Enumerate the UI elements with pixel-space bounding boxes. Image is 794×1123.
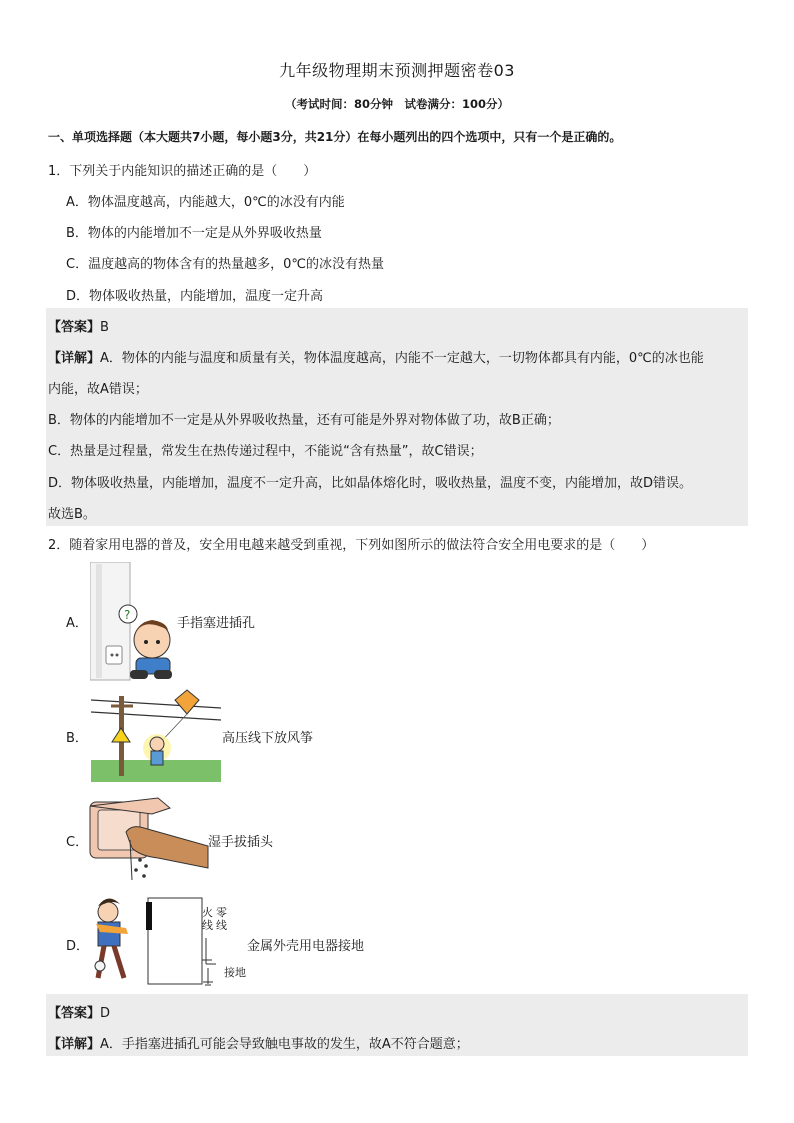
detail-tag: 【详解】: [48, 1037, 101, 1052]
q2-option-d-caption: 金属外壳用电器接地: [247, 939, 365, 954]
answer-tag: 【答案】: [48, 320, 101, 335]
q2-detail-line-1: [48, 1033, 469, 1052]
q1-answer: [48, 316, 109, 335]
q2-option-b-caption: 高压线下放风筝: [222, 731, 314, 746]
answer-tag: 【答案】: [48, 1006, 101, 1021]
ground-label: 接地: [224, 966, 246, 979]
q1-option-c: C．温度越高的物体含有的热量越多，0℃的冰没有热量: [66, 257, 384, 272]
q2-option-b-letter: B．: [66, 731, 88, 746]
section-heading: 一、单项选择题（本大题共7小题，每小题3分，共21分）在每小题列出的四个选项中，只有一个是正确的。: [48, 130, 622, 144]
q2-option-a-caption: 手指塞进插孔: [177, 616, 256, 631]
exam-title: 九年级物理期末预测押题密卷03: [279, 61, 515, 80]
exam-subtitle: （考试时间：80分钟 试卷满分：100分）: [284, 97, 509, 111]
q1-detail-line-3: B．物体的内能增加不一定是从外界吸收热量，还有可能是外界对物体做了功，故B正确；: [48, 413, 560, 428]
q1-option-a: A．物体温度越高，内能越大，0℃的冰没有内能: [66, 195, 345, 210]
q2-option-c-caption: 湿手拔插头: [208, 835, 274, 850]
q1-detail-line-2: 内能，故A错误；: [48, 382, 148, 397]
q1-detail-line-4: C．热量是过程量，常发生在热传递过程中，不能说“含有热量”，故C错误；: [48, 444, 483, 459]
kite-power-line-illustration: [91, 686, 221, 782]
wet-hand-plug-illustration: [88, 796, 210, 880]
q2-option-d-letter: D．: [66, 939, 90, 954]
question-mark: ?: [124, 608, 131, 622]
q2-option-a-letter: A．: [66, 616, 88, 631]
q1-detail-line-1: [48, 347, 704, 366]
q1-detail-line-5: D．物体吸收热量，内能增加，温度不一定升高，比如晶体熔化时，吸收热量，温度不变，内能增加，故D错误。: [48, 476, 693, 491]
q1-option-b: B．物体的内能增加不一定是从外界吸收热量: [66, 226, 322, 241]
detail-text: A．手指塞进插孔可能会导致触电事故的发生，故A不符合题意；: [100, 1037, 469, 1052]
q2-answer: [48, 1002, 110, 1021]
live-wire-label: 火线: [202, 906, 213, 932]
q1-detail-line-6: 故选B。: [48, 507, 96, 522]
child-outlet-illustration: [90, 562, 176, 682]
q2-option-c-letter: C．: [66, 835, 89, 850]
question-1-stem: 1．下列关于内能知识的描述正确的是（ ）: [48, 164, 317, 179]
neutral-wire-label: 零线: [216, 906, 227, 932]
q1-option-d: D．物体吸收热量，内能增加，温度一定升高: [66, 289, 324, 304]
detail-tag: 【详解】: [48, 351, 101, 366]
answer-value: B: [100, 320, 109, 335]
question-2-stem: 2．随着家用电器的普及，安全用电越来越受到重视，下列如图所示的做法符合安全用电要求的是（ ）: [48, 538, 655, 553]
detail-text: A．物体的内能与温度和质量有关，物体温度越高，内能不一定越大，一切物体都具有内能，0℃的冰也能: [100, 351, 704, 366]
answer-value: D: [100, 1006, 111, 1021]
